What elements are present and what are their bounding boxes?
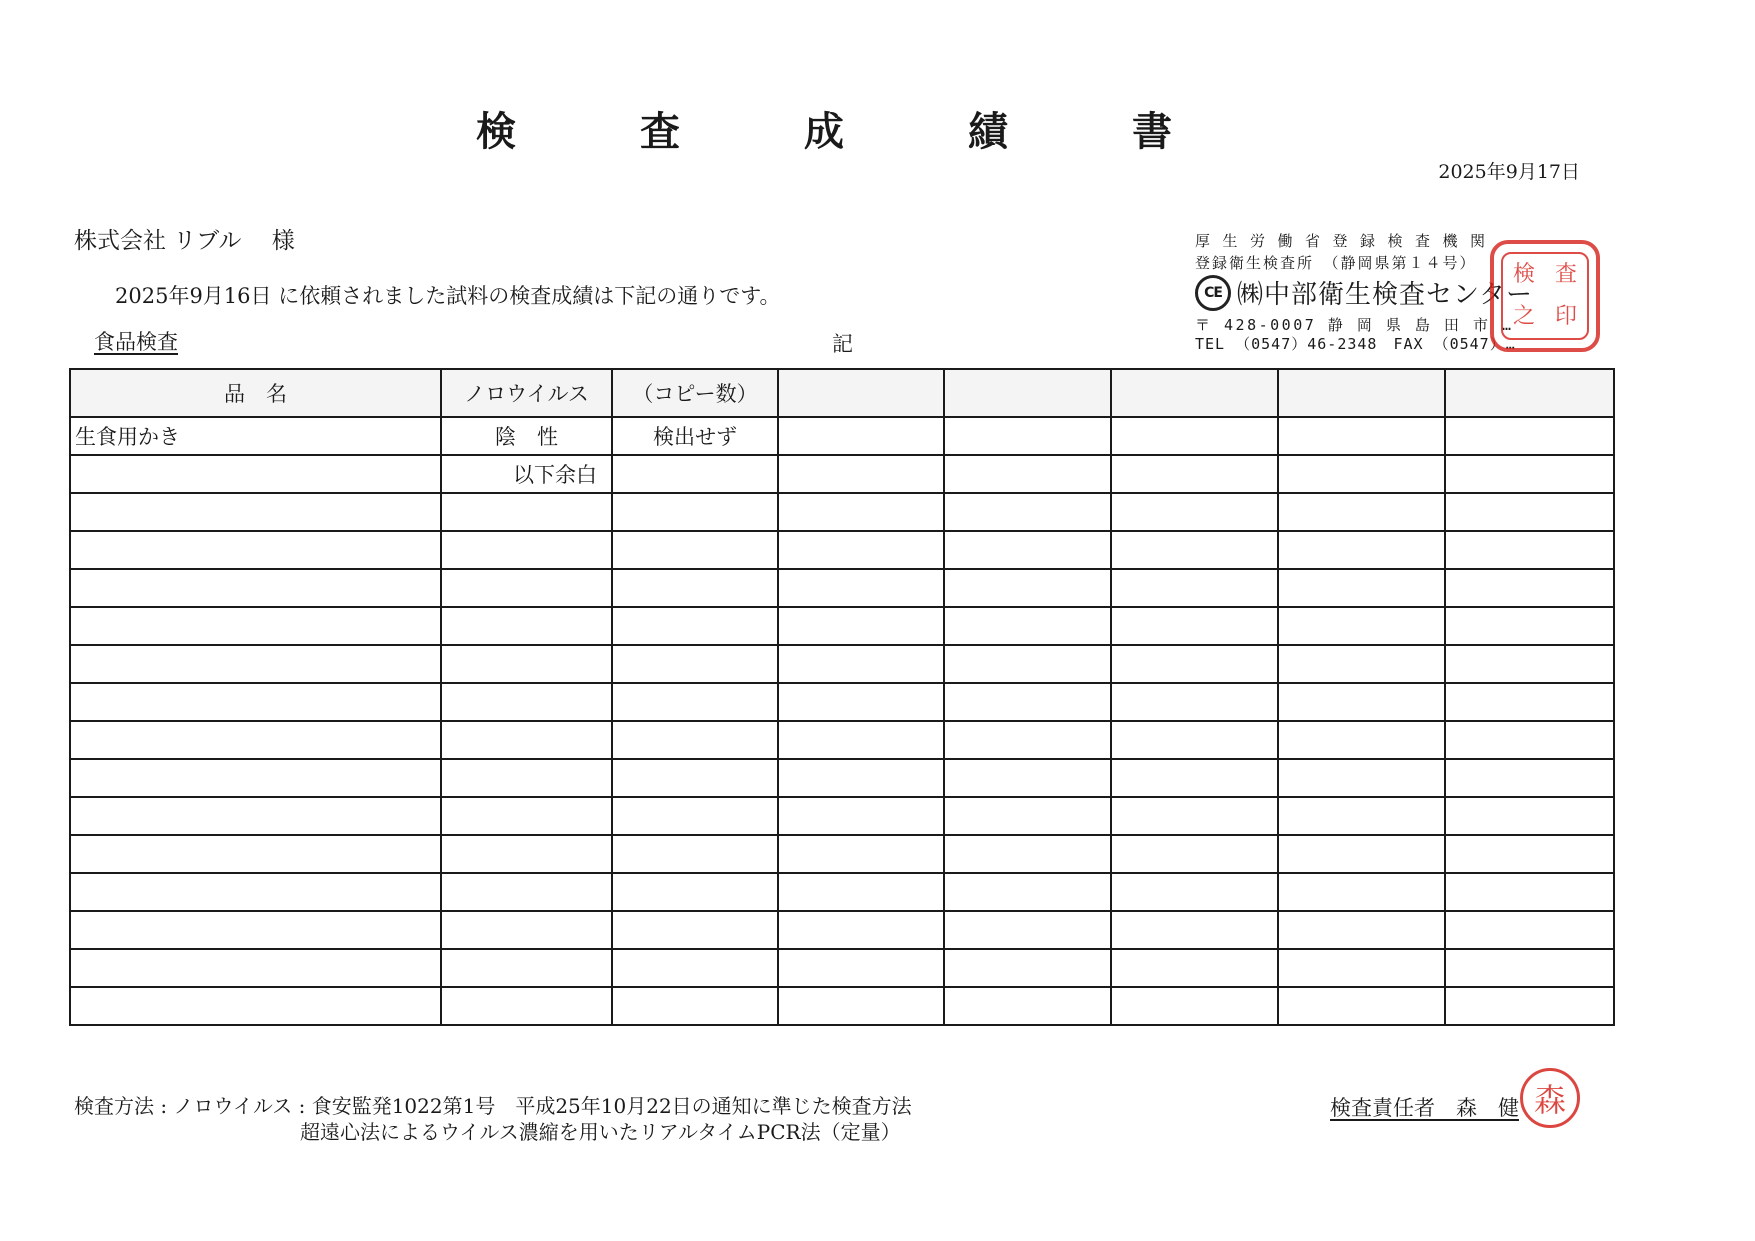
table-cell (1278, 721, 1445, 759)
table-cell (1445, 797, 1614, 835)
table-cell (778, 683, 944, 721)
cell-copy-count (612, 569, 778, 607)
table-cell (1111, 759, 1278, 797)
table-cell (1278, 607, 1445, 645)
table-cell (1278, 683, 1445, 721)
cell-norovirus: 陰 性 (441, 417, 612, 455)
issue-date: 2025年9月17日 (1438, 161, 1580, 183)
inspector: 検査責任者 森 健 (1330, 1096, 1519, 1120)
header-cell (944, 369, 1111, 417)
table-cell (1445, 721, 1614, 759)
table-row (70, 645, 1614, 683)
cell-norovirus (441, 835, 612, 873)
table-cell (944, 873, 1111, 911)
cell-copy-count (612, 835, 778, 873)
table-cell (1445, 455, 1614, 493)
cell-copy-count (612, 987, 778, 1025)
table-row (70, 455, 1614, 493)
table-cell (1278, 455, 1445, 493)
cell-copy-count (612, 493, 778, 531)
table-cell (944, 721, 1111, 759)
table-cell (944, 797, 1111, 835)
cell-copy-count (612, 531, 778, 569)
document-title: 検 査 成 績 書 (476, 108, 1214, 155)
table-cell (944, 417, 1111, 455)
table-cell (1111, 987, 1278, 1025)
cell-norovirus (441, 911, 612, 949)
table-cell (1445, 645, 1614, 683)
cell-norovirus (441, 569, 612, 607)
cell-item-name (70, 835, 441, 873)
lab-registration: 登録衛生検査所 （静岡県第１４号） (1195, 254, 1477, 272)
table-cell (1445, 987, 1614, 1025)
table-cell (1445, 493, 1614, 531)
recipient: 株式会社 リブル 様 (74, 228, 295, 254)
cell-item-name (70, 759, 441, 797)
table-row (70, 607, 1614, 645)
cell-copy-count (612, 873, 778, 911)
table-cell (1111, 607, 1278, 645)
table-cell (1111, 949, 1278, 987)
table-row (70, 911, 1614, 949)
cell-item-name (70, 607, 441, 645)
cell-item-name: 生食用かき (70, 417, 441, 455)
table-cell (778, 493, 944, 531)
table-cell (944, 455, 1111, 493)
lab-logo-icon: CE (1195, 275, 1231, 311)
table-cell (1445, 873, 1614, 911)
cell-item-name (70, 949, 441, 987)
table-cell (778, 835, 944, 873)
company-seal (1490, 240, 1600, 352)
table-cell (1445, 949, 1614, 987)
table-cell (1111, 531, 1278, 569)
cell-item-name (70, 569, 441, 607)
cell-norovirus (441, 531, 612, 569)
table-cell (1445, 417, 1614, 455)
table-cell (1111, 835, 1278, 873)
table-cell (778, 607, 944, 645)
seal-char: 印 (1554, 304, 1577, 329)
seal-char: 査 (1554, 262, 1577, 287)
table-cell (944, 531, 1111, 569)
ki-mark: 記 (832, 332, 853, 356)
cell-item-name (70, 911, 441, 949)
cell-copy-count (612, 455, 778, 493)
table-cell (1111, 493, 1278, 531)
cell-norovirus (441, 721, 612, 759)
header-copy-count: （コピー数） (612, 369, 778, 417)
table-cell (1278, 417, 1445, 455)
table-cell (1111, 455, 1278, 493)
table-row (70, 417, 1614, 455)
cell-copy-count (612, 911, 778, 949)
cell-copy-count: 検出せず (612, 417, 778, 455)
table-cell (1278, 569, 1445, 607)
table-cell (778, 873, 944, 911)
cell-norovirus (441, 797, 612, 835)
header-cell (778, 369, 944, 417)
cell-item-name (70, 531, 441, 569)
cell-copy-count (612, 759, 778, 797)
table-cell (1111, 721, 1278, 759)
table-row (70, 683, 1614, 721)
table-row (70, 759, 1614, 797)
cell-item-name (70, 721, 441, 759)
cell-norovirus (441, 987, 612, 1025)
test-method-detail: 超遠心法によるウイルス濃縮を用いたリアルタイムPCR法（定量） (300, 1120, 901, 1144)
cell-norovirus (441, 645, 612, 683)
cell-item-name (70, 493, 441, 531)
lab-name: ㈱中部衛生検査センター (1237, 280, 1533, 310)
table-cell (1445, 911, 1614, 949)
cell-copy-count (612, 645, 778, 683)
lab-name-row (1195, 274, 1533, 311)
table-cell (778, 531, 944, 569)
table-cell (778, 417, 944, 455)
table-cell (1278, 797, 1445, 835)
table-cell (1111, 645, 1278, 683)
cell-norovirus (441, 683, 612, 721)
table-cell (778, 759, 944, 797)
table-cell (1278, 911, 1445, 949)
lab-phone-fax: TEL （0547）46-2348 FAX （0547）… (1195, 335, 1516, 353)
table-cell (944, 759, 1111, 797)
cell-norovirus: 以下余白 (441, 455, 612, 493)
table-cell (1278, 873, 1445, 911)
cell-item-name (70, 683, 441, 721)
table-cell (944, 987, 1111, 1025)
lab-ministry: 厚生労働省登録検査機関 (1195, 232, 1498, 250)
header-item-name: 品 名 (70, 369, 441, 417)
table-cell (1445, 569, 1614, 607)
lab-address: 〒 428-0007 静 岡 県 島 田 市 … (1195, 316, 1514, 334)
cell-item-name (70, 455, 441, 493)
table-row (70, 721, 1614, 759)
inspector-hanko: 森 (1520, 1068, 1580, 1128)
cell-norovirus (441, 759, 612, 797)
table-row (70, 835, 1614, 873)
table-cell (778, 721, 944, 759)
cell-item-name (70, 987, 441, 1025)
header-cell (1278, 369, 1445, 417)
cell-copy-count (612, 721, 778, 759)
table-cell (1445, 531, 1614, 569)
table-cell (1445, 759, 1614, 797)
table-cell (1445, 835, 1614, 873)
header-cell (1111, 369, 1278, 417)
cell-norovirus (441, 873, 612, 911)
table-row (70, 493, 1614, 531)
cell-item-name (70, 645, 441, 683)
table-cell (1278, 759, 1445, 797)
table-cell (778, 911, 944, 949)
table-cell (1278, 531, 1445, 569)
cell-item-name (70, 873, 441, 911)
cell-norovirus (441, 949, 612, 987)
cell-copy-count (612, 683, 778, 721)
table-cell (1111, 911, 1278, 949)
table-cell (778, 949, 944, 987)
results-table (69, 368, 1615, 1026)
table-row (70, 873, 1614, 911)
table-cell (778, 797, 944, 835)
company-seal-inner (1501, 252, 1589, 340)
table-cell (944, 911, 1111, 949)
table-cell (1445, 607, 1614, 645)
table-cell (1278, 645, 1445, 683)
table-cell (1111, 569, 1278, 607)
cell-copy-count (612, 607, 778, 645)
table-cell (944, 645, 1111, 683)
cell-copy-count (612, 949, 778, 987)
table-header-row (70, 369, 1614, 417)
table-cell (778, 569, 944, 607)
table-row (70, 531, 1614, 569)
table-cell (778, 455, 944, 493)
table-cell (1111, 873, 1278, 911)
table-row (70, 949, 1614, 987)
cell-norovirus (441, 607, 612, 645)
seal-char: 之 (1512, 304, 1535, 329)
seal-char: 検 (1512, 262, 1535, 287)
table-cell (1278, 835, 1445, 873)
table-row (70, 987, 1614, 1025)
table-cell (1445, 683, 1614, 721)
table-cell (778, 645, 944, 683)
header-norovirus: ノロウイルス (441, 369, 612, 417)
table-cell (944, 949, 1111, 987)
table-cell (1278, 987, 1445, 1025)
cell-item-name (70, 797, 441, 835)
table-cell (944, 493, 1111, 531)
test-method: 検査方法 : ノロウイルス : 食安監発1022第1号 平成25年10月22日の通知に準じた検査方法 (74, 1094, 912, 1118)
header-cell (1445, 369, 1614, 417)
inspection-category: 食品検査 (94, 330, 178, 354)
table-cell (1111, 683, 1278, 721)
table-cell (944, 569, 1111, 607)
table-cell (944, 683, 1111, 721)
table-cell (1111, 417, 1278, 455)
table-cell (1278, 493, 1445, 531)
table-cell (944, 607, 1111, 645)
cell-copy-count (612, 797, 778, 835)
table-cell (944, 835, 1111, 873)
table-row (70, 569, 1614, 607)
table-row (70, 797, 1614, 835)
table-cell (1278, 949, 1445, 987)
table-cell (778, 987, 944, 1025)
table-cell (1111, 797, 1278, 835)
intro-text: 2025年9月16日 に依頼されました試料の検査成績は下記の通りです。 (115, 284, 781, 308)
cell-norovirus (441, 493, 612, 531)
